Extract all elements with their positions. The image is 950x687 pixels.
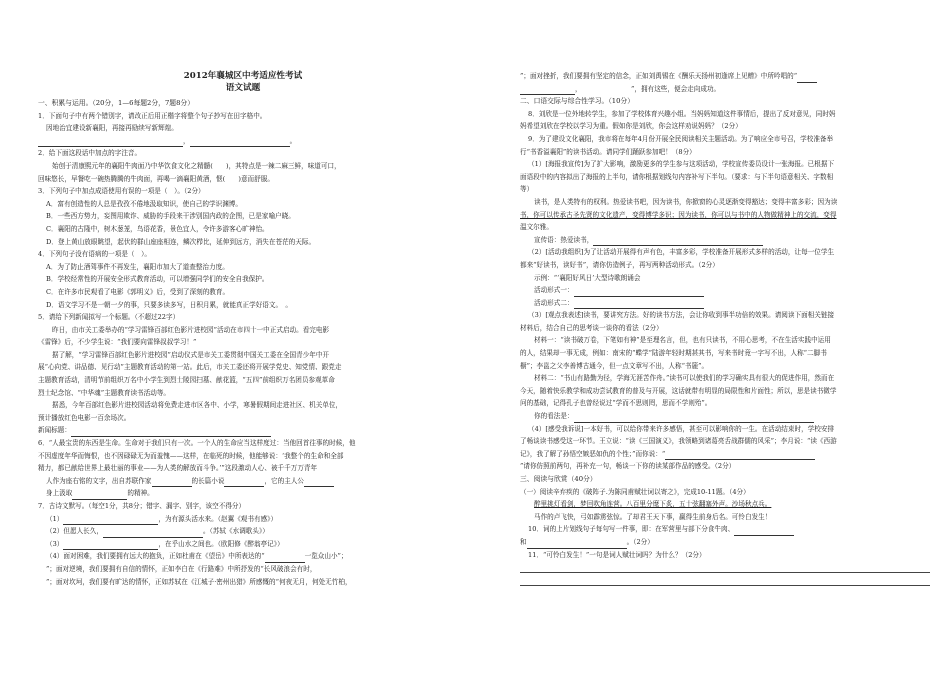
question-6-text[interactable]: 人作为座右铭的文字，出自苏联作家 的长篇小说 ，它的主人公 [38,475,448,488]
question-3: 3．下列句子中加点成语使用有误的一项是（ ）。（2分） [38,187,205,196]
question-6-text: 不因虚度年华而悔恨，也不因碌碌无为而羞愧——这样，在临死的时候，他能够说：‘我整个的生命和全部 [38,451,344,460]
question-8-text: 妈希望刘欣在学校以学习为重。假如你是刘欣，你会这样劝说妈妈？（2分） [520,122,742,131]
question-9-1-text: 面语段中的内容拟出了海报的上半句，请你根据划线句内容补写下半句。（要求：与下半句语意相关、字数相 [520,172,834,181]
answer-line[interactable] [520,561,930,573]
news-text: 据悉，今年百部红色影片进校园活动将免费走进市区各中、小学，寒暑假期间走进社区、机关单位， [52,401,343,410]
material-1: 的人，结果却一事无成，例如：南宋的“蝶学”陆游年轻时期甚其书，写来书时竟一字写不出，人称“二脚书 [520,349,827,358]
question-11: 11．“可怜白发生！”一句是词人赋壮词吗？为什么？（2分） [528,550,706,559]
poem-blank-6[interactable]: ”；面对坎坷，我们要有旷达的情怀，正如苏轼在《江城子·密州出猎》所感慨的“何夜无月，何处无竹柏， [46,577,352,586]
activity-form-2[interactable]: 活动形式二： [520,297,930,310]
section-heading: 一、积累与运用。（20分，1—6每题2分，7题8分） [38,99,195,107]
question-8: 8．刘欣是一位外地转学生，参加了学校体育兴趣小组。当妈妈知道这件事情后，提出了反对意见，同时妈 [528,109,836,118]
news-text: 《雷锋》后，不少学生说：“我们要向雷锋叔叔学习！” [38,338,197,347]
option-a: A．为了防止酒驾事件不再发生，襄阳市加大了道查整治力度。 [46,262,229,271]
poem-blank-4[interactable]: （4）面对困难，我们要拥有远大的抱负，正如杜甫在《望岳》中所表达的“ 一览众山小”； [38,550,448,563]
material-2: 今天，随着快乐教学和成功尝试教育的普及与开展，这话就带有明显的局限性和片面性；所以，思是读书微学 [520,386,837,395]
question-9: 9．为了建设文化襄阳，我市将在每年4月份开展全民阅读相关主题活动。为了响应全市号召，学校准备举 [528,134,834,143]
poem-blank-5[interactable]: ”；面对逆境，我们要拥有自信的情怀，正如李白在《行路难》中所抒发的“长风破浪会有时， [46,564,317,573]
question-2-text-2: 回味悠长，早餐吃一碗热腾腾的牛肉面，再喝一滴襄阳黄酒，惬( )意而舒服。 [38,174,274,183]
question-9-4-text: ”请你仿照前两句，再补充一句，畅谈一下你的读某部作品的感受。（2分） [520,462,736,471]
option-d: D．语文学习不是一朝一夕的事，只要多读多写，日积月累，就能真正学好语文。 。 [46,300,292,309]
question-9-4-text: 了畅谈读书感受这一环节。王立说：“读《三国演义》，我领略到诸葛亮舌战群儒的风采”；李月说：“读《西游 [520,437,837,446]
news-text: 昨日，由市关工委举办的“学习雷锋百部红色影片进校园”活动在市四十一中正式启动。看完电影 [52,325,330,334]
question-9-4-text[interactable]: 记》，我了解了孙悟空嫉恶如仇的个性；”而你说：“ [520,448,930,461]
option-c: C．在许多市民观看了电影《郭明义》后，受到了深刻的教育。 [46,287,230,296]
material-1: 材料一：“读书破万卷，下笔如有神”是至理名言，但，也有只读书，不用心思考，不在生活实践中运用 [534,336,831,345]
question-9-3-text: 材料后，结合自己的思考谈一谈你的看法（2分） [520,323,663,332]
q7-continued[interactable]: ， ”，拥有这些，便会走向成功。 [520,83,930,96]
exam-title: 2012年襄城区中考适应性考试 [183,71,303,81]
reading-1: （一）阅读辛弃疾的《破阵子.为陈同甫赋壮词以寄之》，完成10-11题。（4分） [520,487,750,496]
left-column [38,70,448,588]
passage-underlined: 书，你可以传承古圣先贤的文化遗产，变得博学多识；因为读书，你可以与书中的人物做精神上的交流，变得 [520,210,837,219]
question-2-text: 始创于清康熙元年的襄阳牛肉面乃中华饮食文化之精髓( )，其特点是一辣二麻三鲜，味道可口， [52,161,341,170]
answer-lines[interactable]: ， 。 [38,135,448,148]
question-1-sentence: 因地治宜建设新襄阳，再接再励续写新辉煌。 [46,124,178,133]
poem-line-2: 马作的卢飞快，弓如霹雳弦惊。了却君王天下事，赢得生前身后名。可怜白发生！ [534,512,772,521]
passage: 读书，是人类特有的权利。热爱读书吧，因为读书，你掀窗的心灵逐渐变得豁达；变得丰富多彩；因为读 [534,197,838,206]
material-2: 材料二：“书山有路勤为径，学海无涯苦作舟。”读书可以使我们的学习确实具有很大的促进作用，然而在 [534,374,835,383]
material-2: 问的基础，记得孔子也曾经说过“学而不思则罔，思而不学则殆”。 [520,399,712,408]
news-title-field[interactable]: 新闻标题： [38,424,448,437]
example: 示例：“‘襄阳好风日’大型诗歌朗诵会 [534,273,641,282]
right-column [520,70,930,587]
passage: 温文尔雅。 [520,223,553,232]
exam-subtitle: 语文试题 [225,83,261,93]
poem-blank-1[interactable]: （1） ，为有源头活水来。（赵翼《观书有感》） [38,513,448,526]
news-text: 主题教育活动，清明节前组织万名中小学生到烈士陵园扫墓、献花篮，“五四”前组织万名团员参观革命 [38,376,335,385]
option-b: B．一些西方势力，妄图用欺诈、威胁的手段来干涉别国内政的企图，已是家喻户晓。 [46,212,295,221]
question-6-text[interactable]: 身上汲取 的精神。 [38,487,448,500]
question-6-text: 精力，都已献给世界上最壮丽的事业——为人类的解放而斗争。’”这段激动人心、被千千万万青年 [38,464,318,473]
question-2: 2．给下面这段话中加点的字注音。 [38,149,142,158]
option-c: C．襄阳的古隆中，树木葱茏，鸟语花香，景色宜人，令许多游客心旷神怡。 [46,224,269,233]
question-9-1-text: 等） [520,185,534,194]
question-1: 1．下面句子中有两个错别字，请改正后用正楷字将整个句子抄写在田字格中。 [38,111,267,120]
question-5: 5．请给下列新闻拟写一个标题。（不超过22字） [38,313,180,322]
news-text: 烈士纪念馆、“中华魂”主题教育读书活动等。 [38,388,171,397]
question-10[interactable]: 10．词的上片划线句子每句写一件事，即：在军营里与部下分食牛肉、 [520,523,930,536]
question-10-answer[interactable]: 和 。（2分） [520,536,930,549]
question-4: 4．下列句子没有语病的一项是（ ）。 [38,250,151,259]
poem-blank-3[interactable]: （3） ，在乎山水之间也。（欧阳修《醉翁亭记》） [38,538,448,551]
question-9-3: （3）[观点我表述]读书，要讲究方法。好的读书方法，会让你收到事半功倍的效果。请阅读下面相关链接 [528,311,835,320]
news-text: 据了解，“学习雷锋百部红色影片进校园”启动仪式是市关工委贯彻中国关工委在全国青少年中开 [52,350,330,359]
question-7: 7．古诗文默写。（每空1分，共8分；错字、漏字、别字，该空不得分） [38,502,246,510]
option-a: A．富有创造性的人总是孜孜不倦地汲取知识，使自己的学识渊博。 [46,199,242,208]
question-9-text: 行“书香溢襄阳”的读书活动。请同学们踊跃参加吧！（8分） [520,147,696,156]
question-9-2-text: 都来“好读书，读好书”，请你仿造例子，再写两种活动形式。（2分） [520,260,719,269]
option-b: B．学校经常性的开展安全形式教育活动，可以增强同学们的安全自我保护。 [46,275,269,284]
question-6: 6．“人最宝贵的东西是生命。生命对于我们只有一次。一个人的生命应当这样度过：当他回首往事的时候，他 [38,439,356,448]
material-1: 橱”；李邕之父李善博古通今，但一点文章写不出，人称“书簏”。 [520,361,709,370]
news-text: 预计播放红色电影一百余场次。 [38,413,131,422]
question-9-4: （4）[感受我诉说]一本好书，可以给你带来许多感悟，甚至可以影响你的一生。在活动结束时，学校安排 [528,424,835,433]
answer-line[interactable] [520,574,930,586]
poem-line-1: 醉里挑灯看剑，梦回吹角连营。八百里分麾下炙，五十弦翻塞外声。沙场秋点兵。 [534,500,772,509]
option-d: D．登上黄山放眼眺望，起伏的群山座座相连，鳞次栉比，延伸到远方，消失在苍茫的天际。 [46,237,316,246]
opinion-field[interactable]: 你的看法是： [520,410,930,423]
slogan-field[interactable]: 宣传语：热爱读书， [520,234,930,247]
news-text: 展“心向党、讲品德、见行动”主题教育活动的第一站。此后，市关工委还将开展学党史、知党情、跟党走 [38,363,342,372]
section-heading: 二、口语交际与综合性学习。（10分） [520,97,634,106]
q7-continued[interactable]: ”；面对挫折，我们要拥有坚定的信念，正如刘禹锡在《酬乐天扬州初逢席上见赠》中所吟唱的“ [520,70,930,83]
question-9-2: （2）[活动我组织]为了让活动开展得有声有色，丰富多彩，学校准备开展形式多样的活动，让每一位学生 [528,248,835,257]
activity-form-1[interactable]: 活动形式一： [520,284,930,297]
section-heading: 三、阅读与欣赏（40分） [520,475,597,483]
poem-blank-2[interactable]: （2）但愿人长久， 。（苏轼《水调歌头》） [38,525,448,538]
question-9-1: （1）[海报我宣传]为了扩大影响，激励更多的学生参与这项活动，学校宣传委员设计一张海报。已根据下 [528,160,835,169]
